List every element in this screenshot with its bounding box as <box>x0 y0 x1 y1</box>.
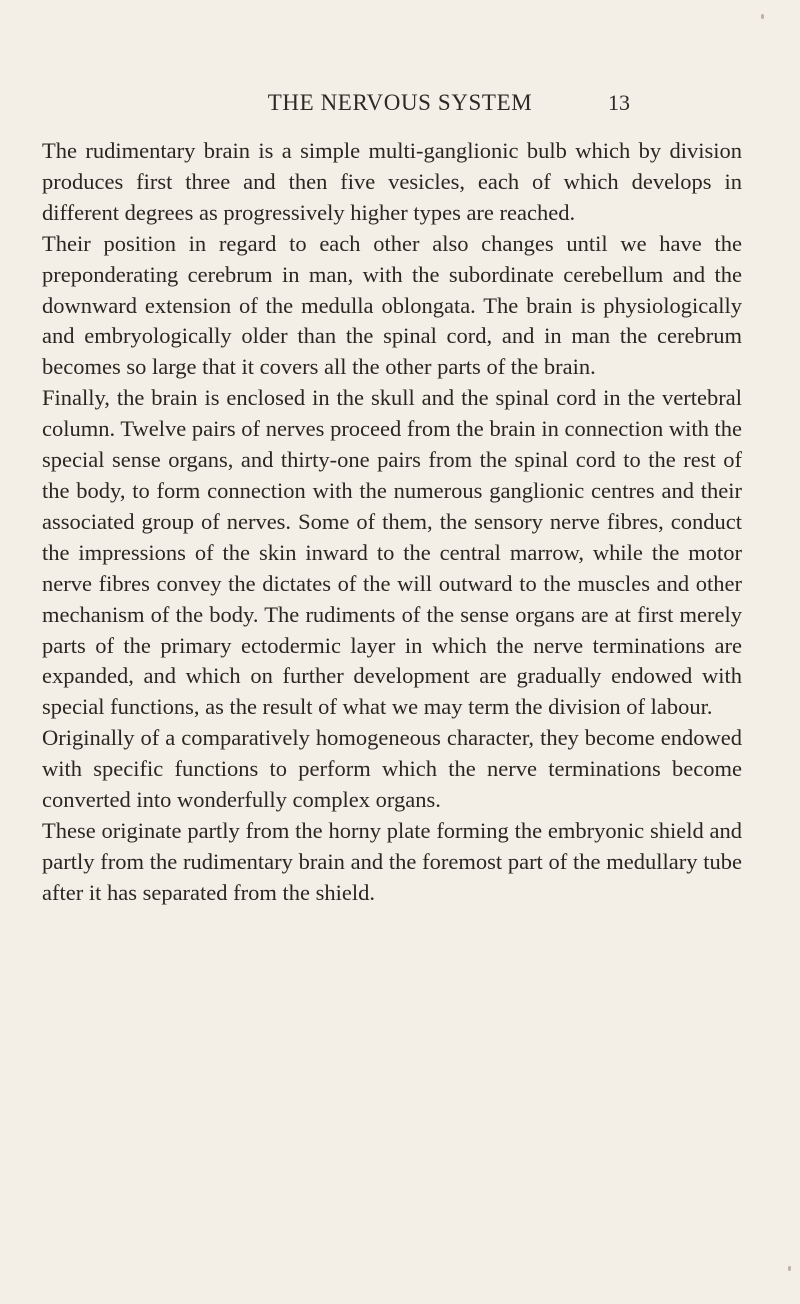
paragraph-5: These originate partly from the horny plate forming the embryonic shield and partly from the rudimentary brain and the foremost part of the medullary tube after it has separated from the shield. <box>42 817 742 905</box>
paragraph-1: The rudimentary brain is a simple multi-ganglionic bulb which by division produces first three and then five vesicles, each of which develops in different degrees as progressively higher types are reached. <box>42 138 742 225</box>
paragraph-4: Originally of a comparatively homogeneous character, they become endowed with specific functions to perform which the nerve terminations become converted into wonderfully complex organs. <box>42 725 742 813</box>
page-number: 13 <box>608 90 630 115</box>
paper-speck <box>761 14 764 19</box>
running-header <box>0 86 800 120</box>
running-title: THE NERVOUS SYSTEM <box>267 90 533 115</box>
paper-speck <box>788 1266 791 1271</box>
paragraph-2: Their position in regard to each other also changes until we have the preponderating cerebrum in man, with the subordinate cerebellum and the downward extension of the medulla oblongata. The brain is physiologically and embryologically older than the spinal cord, and in man the cerebrum becomes so large that it covers all the other parts of the brain. <box>42 230 742 380</box>
body-text <box>42 136 742 909</box>
paragraph-3: Finally, the brain is enclosed in the skull and the spinal cord in the vertebral column. Twelve pairs of nerves proceed from the brain in connection with the special sense organs, and thirty-one pairs from the spinal cord to the rest of the body, to form connection with the numerous ganglionic centres and their associated group of nerves. Some of them, the sensory nerve fibres, conduct the impressions of the skin inward to the central marrow, while the motor nerve fibres convey the dictates of the will outward to the muscles and other mechanism of the body. The rudiments of the sense organs are at first merely parts of the primary ectodermic layer in which the nerve terminations are expanded, and which on further development are gradually endowed with special functions, as the result of what we may term the division of labour. <box>42 385 742 720</box>
